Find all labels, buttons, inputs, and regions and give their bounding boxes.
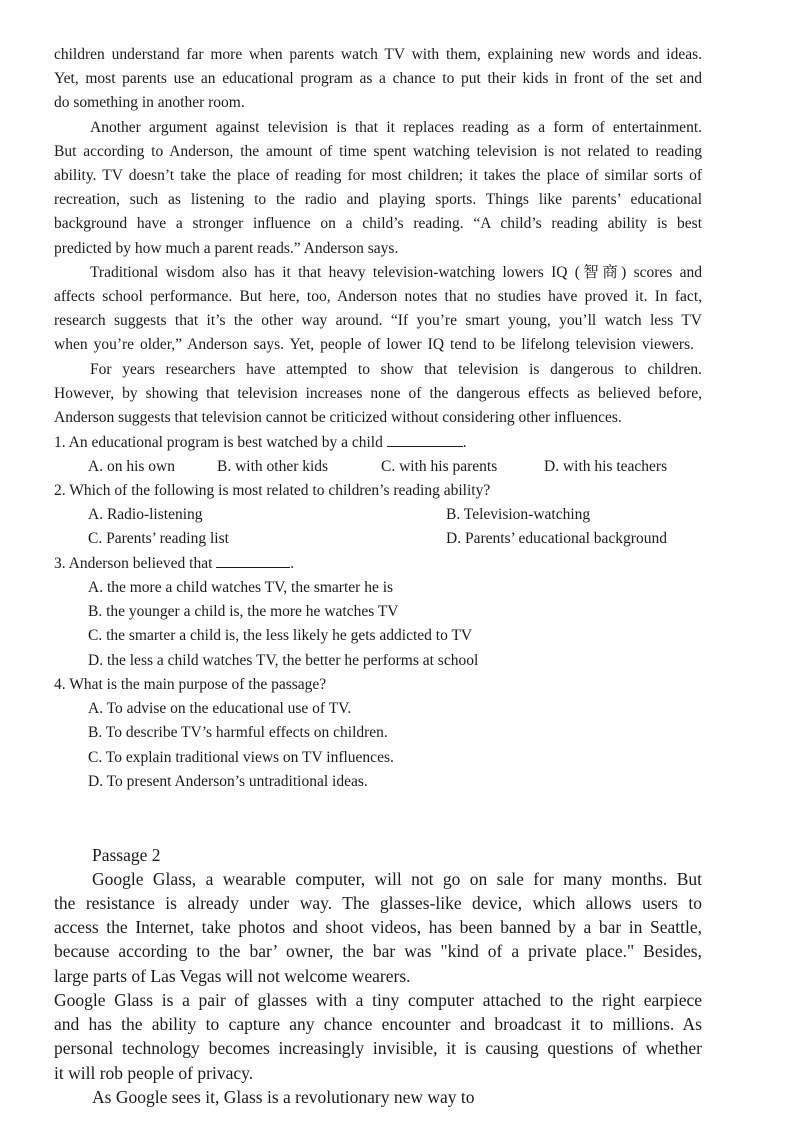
passage1-line: children understand far more when parents watch TV with them, explaining new words and ideas. (54, 46, 702, 63)
passage1-line: ability. TV doesn’t take the place of reading for most children; it takes the place of similar sorts of (54, 167, 702, 184)
question-end-punct: . (290, 555, 295, 572)
question-3-stem (54, 553, 294, 574)
question-end-punct: . (462, 434, 467, 451)
q1-option-c: C. with his parents (381, 458, 498, 475)
passage1-line: But according to Anderson, the amount of time spent watching television is not related to reading (54, 143, 702, 160)
passage2-line: Google Glass is a pair of glasses with a tiny computer attached to the right earpiece (54, 990, 702, 1010)
passage1-line: However, by showing that television increases none of the dangerous effects as believed before, (54, 385, 702, 402)
passage2-line: access the Internet, take photos and shoot videos, has been banned by a bar in Seattle, (54, 917, 702, 937)
passage2-line: the resistance is already under way. The glasses-like device, which allows users to (54, 893, 702, 913)
passage2-line: it will rob people of privacy. (54, 1063, 254, 1083)
question-1-stem (54, 432, 467, 453)
q2-option-b: B. Television-watching (446, 506, 591, 523)
question-2-stem: 2. Which of the following is most related to children’s reading ability? (54, 482, 491, 499)
q4-option-a: A. To advise on the educational use of TV. (88, 700, 352, 717)
passage1-line: when you’re older,” Anderson says. Yet, people of lower IQ tend to be lifelong television viewers. (54, 336, 694, 353)
q3-option-a: A. the more a child watches TV, the smarter he is (88, 579, 394, 596)
question-stem-text: 1. An educational program is best watched by a child (54, 434, 383, 451)
passage1-line: background have a stronger influence on a child’s reading. “A child’s reading ability is best (54, 215, 702, 232)
passage1-line: do something in another room. (54, 94, 245, 111)
passage2-line: because according to the bar’ owner, the bar was "kind of a private place." Besides, (54, 941, 702, 961)
q4-option-d: D. To present Anderson’s untraditional ideas. (88, 773, 368, 790)
passage1-line: Anderson suggests that television cannot be criticized without considering other influences. (54, 409, 622, 426)
q1-option-b: B. with other kids (217, 458, 329, 475)
q3-option-c: C. the smarter a child is, the less likely he gets addicted to TV (88, 627, 473, 644)
passage2-heading: Passage 2 (92, 845, 161, 865)
passage1-line: recreation, such as listening to the radio and playing sports. Things like parents’ educational (54, 191, 702, 208)
page-edge-fade (490, 1085, 610, 1115)
q1-option-a: A. on his own (88, 458, 175, 475)
question-stem-text: 3. Anderson believed that (54, 555, 213, 572)
answer-blank (216, 553, 290, 568)
q4-option-b: B. To describe TV’s harmful effects on children. (88, 724, 388, 741)
passage1-line: Another argument against television is that it replaces reading as a form of entertainment. (90, 119, 702, 136)
q4-option-c: C. To explain traditional views on TV influences. (88, 749, 394, 766)
passage1-line: Traditional wisdom also has it that heavy television-watching lowers IQ (智商) scores and (90, 264, 702, 281)
passage2-line: and has the ability to capture any chance encounter and broadcast it to millions. As (54, 1014, 702, 1034)
q2-option-d: D. Parents’ educational background (446, 530, 667, 547)
question-4-stem: 4. What is the main purpose of the passage? (54, 676, 327, 693)
passage2-line: Google Glass, a wearable computer, will not go on sale for many months. But (92, 869, 702, 889)
q3-option-b: B. the younger a child is, the more he watches TV (88, 603, 399, 620)
passage1-line: For years researchers have attempted to show that television is dangerous to children. (90, 361, 702, 378)
passage2-line: As Google sees it, Glass is a revolutionary new way to (92, 1087, 475, 1107)
q1-option-d: D. with his teachers (544, 458, 668, 475)
passage1-line: affects school performance. But here, too, Anderson notes that no studies have proved it. In fact, (54, 288, 702, 305)
q2-option-a: A. Radio-listening (88, 506, 203, 523)
passage2-line: large parts of Las Vegas will not welcome wearers. (54, 966, 411, 986)
answer-blank (387, 432, 463, 447)
q3-option-d: D. the less a child watches TV, the better he performs at school (88, 652, 479, 669)
passage1-line: Yet, most parents use an educational program as a chance to put their kids in front of the set and (54, 70, 702, 87)
passage1-line: predicted by how much a parent reads.” Anderson says. (54, 240, 399, 257)
passage1-line: research suggests that it’s the other way around. “If you’re smart young, you’ll watch less TV (54, 312, 702, 329)
q2-option-c: C. Parents’ reading list (88, 530, 229, 547)
passage2-line: personal technology becomes increasingly invisible, it is causing questions of whether (54, 1038, 702, 1058)
